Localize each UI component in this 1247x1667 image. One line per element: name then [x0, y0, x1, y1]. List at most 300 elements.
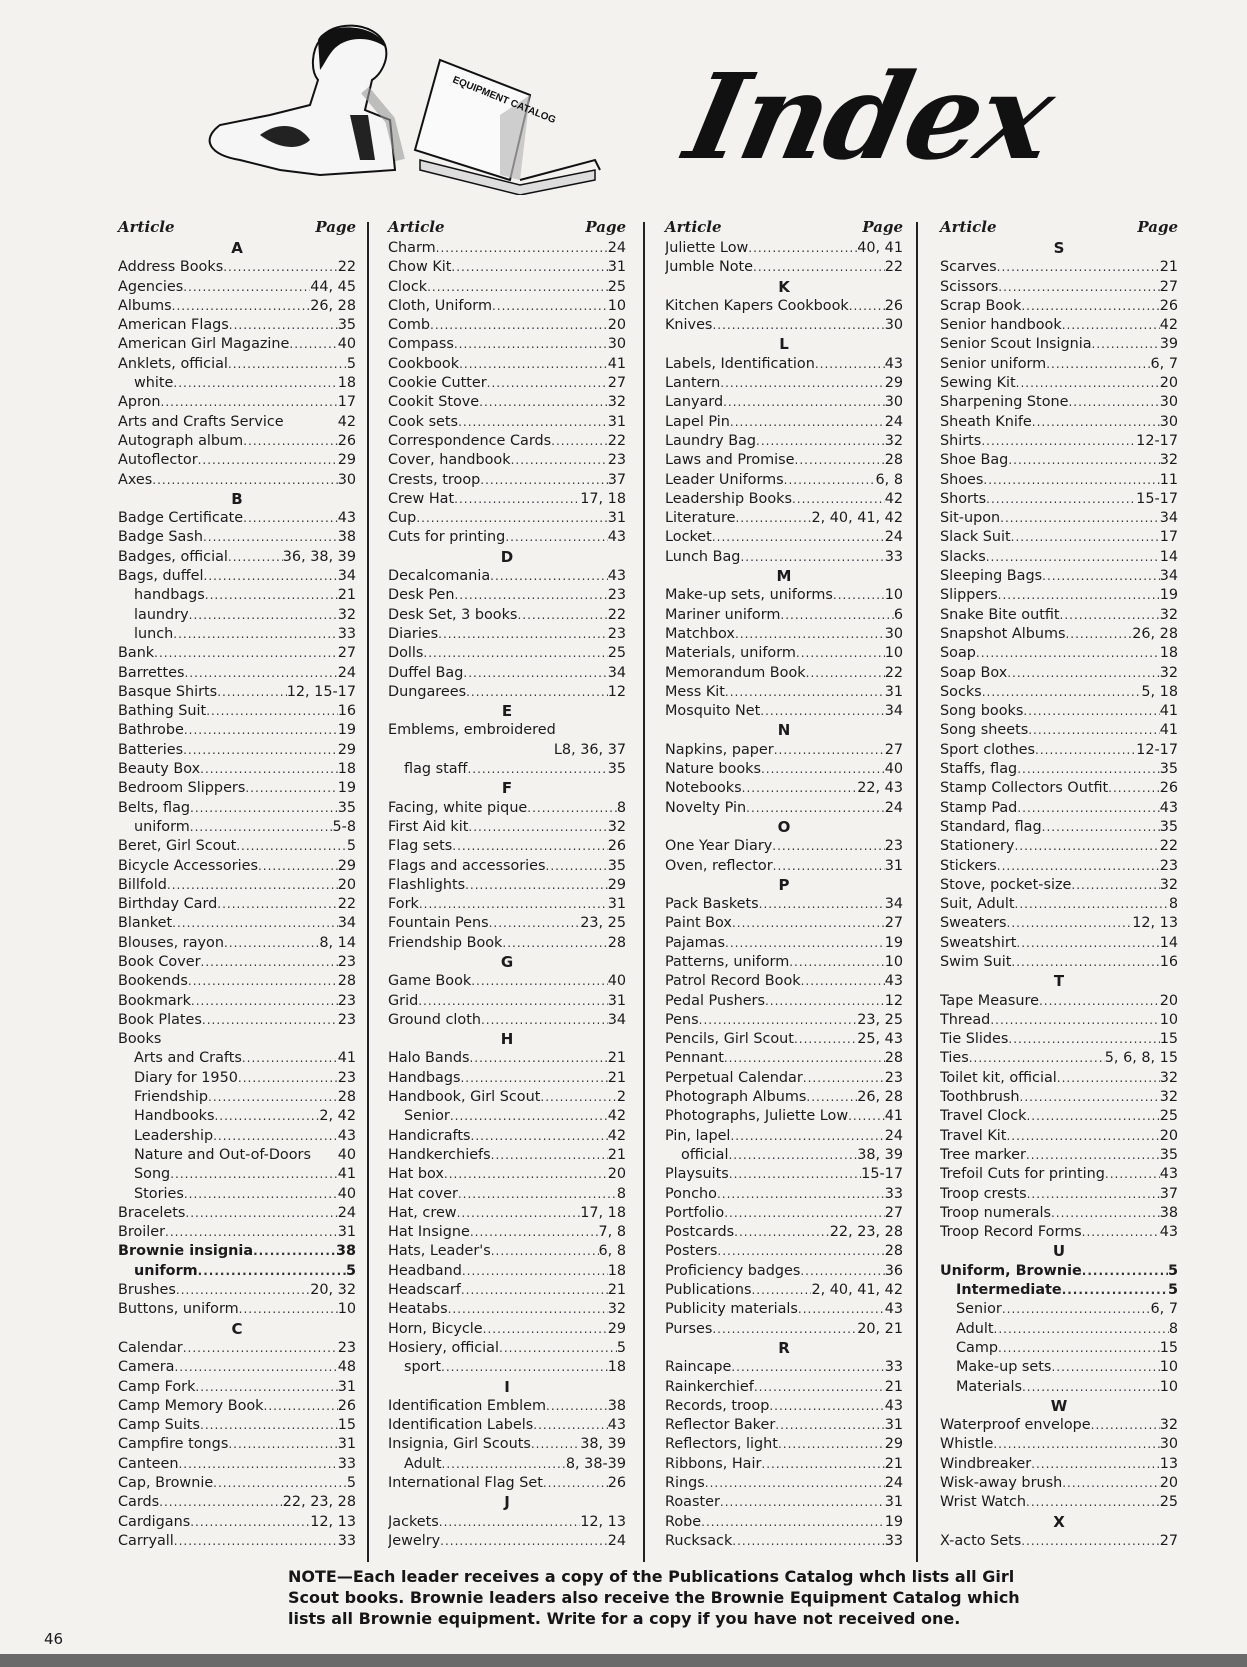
entry-article: sport [404, 1359, 441, 1376]
index-entry [118, 1223, 356, 1242]
entry-article: lunch [134, 625, 174, 642]
index-entry [118, 799, 356, 818]
entry-article: Labels, Identification [665, 355, 815, 372]
index-entry [118, 258, 356, 277]
index-entry [118, 953, 356, 972]
entry-page: 39 [1159, 336, 1178, 353]
entry-page: 20, 32 [310, 1282, 356, 1299]
entry-page: 30 [1159, 1436, 1178, 1453]
entry-page: 12-17 [1136, 741, 1178, 758]
entry-article: Kitchen Kapers Cookbook [665, 297, 849, 314]
dot-leader [448, 1300, 608, 1319]
index-entry [118, 1088, 356, 1107]
entry-page: 41 [337, 1166, 356, 1183]
entry-article: Batteries [118, 741, 184, 758]
entry-page: 17 [337, 394, 356, 411]
entry-article: Troop numerals [940, 1204, 1051, 1221]
entry-page: 35 [607, 761, 626, 778]
dot-leader [998, 586, 1160, 605]
entry-page: 15-17 [861, 1166, 903, 1183]
dot-leader [1016, 934, 1159, 953]
entry-article: white [134, 375, 174, 392]
index-entry [940, 1262, 1178, 1281]
entry-article: X-acto Sets [940, 1532, 1022, 1549]
dot-leader [1027, 1185, 1160, 1204]
index-entry [388, 528, 626, 547]
entry-article: Shirts [940, 432, 982, 449]
entry-article: Make-up sets, uniforms [665, 587, 833, 604]
index-entry [118, 1281, 356, 1300]
dot-leader [204, 567, 338, 586]
index-entry [118, 1030, 356, 1049]
entry-article: Sweaters [940, 915, 1007, 932]
index-entry [665, 1262, 903, 1281]
entry-article: Barrettes [118, 664, 185, 681]
entry-article: Camp Suits [118, 1417, 200, 1434]
entry-article: Charm [388, 240, 436, 256]
index-entry [665, 1165, 903, 1184]
entry-page: 31 [337, 1224, 356, 1241]
index-entry [940, 335, 1178, 354]
index-entry [118, 278, 356, 297]
entry-article: Duffel Bag [388, 664, 464, 681]
index-entry [665, 316, 903, 335]
entry-article: Bracelets [118, 1204, 186, 1221]
dot-leader [1035, 741, 1136, 760]
dot-leader [778, 1435, 885, 1454]
index-entry [388, 490, 626, 509]
entry-article: Paint Box [665, 915, 732, 932]
index-entry [940, 528, 1178, 547]
entry-page: 21 [607, 1282, 626, 1299]
index-entry [665, 258, 903, 277]
entry-page: 40 [337, 1185, 356, 1202]
dot-leader [705, 1474, 885, 1493]
entry-page: 26 [607, 838, 626, 855]
index-entry [940, 857, 1178, 876]
entry-article: Agencies [118, 278, 184, 295]
index-entry [118, 1127, 356, 1146]
entry-article: Pack Baskets [665, 896, 759, 913]
entry-article: Pens [665, 1011, 699, 1028]
dot-leader [452, 837, 607, 856]
entry-page: 29 [607, 876, 626, 893]
index-entry [665, 1011, 903, 1030]
entry-page: 34 [607, 664, 626, 681]
dot-leader [735, 509, 811, 528]
entry-page: 20 [1159, 992, 1178, 1009]
entry-page: 10 [1159, 1359, 1178, 1376]
entry-page: 15-17 [1136, 490, 1178, 507]
dot-leader [531, 1435, 580, 1454]
index-column-2 [388, 218, 626, 1551]
dot-leader [1091, 1416, 1160, 1435]
dot-leader [161, 393, 338, 412]
index-entry [388, 1300, 626, 1319]
entry-article: Song sheets [940, 722, 1029, 739]
entry-article: Heatabs [388, 1301, 448, 1318]
entry-article: Hats, Leader's [388, 1243, 491, 1260]
entry-page: 22 [337, 259, 356, 276]
dot-leader [459, 355, 608, 374]
index-entry [665, 1493, 903, 1512]
dot-leader [195, 1378, 337, 1397]
dot-leader [1011, 953, 1159, 972]
entry-article: Song books [940, 703, 1024, 720]
entry-page: 42 [884, 490, 903, 507]
entry-article: Ribbons, Hair [665, 1455, 762, 1472]
dot-leader [490, 567, 608, 586]
dot-leader [201, 953, 338, 972]
dot-leader [806, 1088, 857, 1107]
index-entry [388, 972, 626, 991]
dot-leader [200, 760, 338, 779]
dot-leader [725, 934, 885, 953]
dot-leader [717, 1242, 884, 1261]
entry-article: Soap [940, 645, 976, 662]
entry-article: Purses [665, 1320, 713, 1337]
entry-page: 26 [337, 432, 356, 449]
index-entry [118, 1493, 356, 1512]
entry-article: Postcards [665, 1224, 735, 1241]
entry-page: 17 [1159, 529, 1178, 546]
index-entry [940, 606, 1178, 625]
dot-leader [717, 1185, 885, 1204]
dot-leader [264, 1397, 338, 1416]
entry-article: Camera [118, 1359, 175, 1376]
index-entry [388, 1107, 626, 1126]
entry-article: Perpetual Calendar [665, 1069, 803, 1086]
index-entry [665, 837, 903, 856]
dot-leader [198, 451, 338, 470]
entry-page: 5 [616, 1339, 626, 1356]
dot-leader [1016, 374, 1160, 393]
dot-leader [454, 490, 580, 509]
entry-article: Uniform, Brownie [940, 1262, 1082, 1279]
entry-page: 33 [337, 1532, 356, 1549]
dot-leader [228, 548, 283, 567]
dot-leader [982, 683, 1142, 702]
entry-page: 23 [337, 1339, 356, 1356]
dot-leader [471, 972, 607, 991]
index-entry [940, 1416, 1178, 1435]
index-entry [118, 914, 356, 933]
index-entry [118, 432, 356, 451]
entry-page: 5 [346, 838, 356, 855]
section-letter: C [231, 1319, 243, 1338]
index-entry [118, 1262, 356, 1281]
dot-leader [725, 683, 885, 702]
column-header [388, 218, 626, 239]
index-entry [118, 1416, 356, 1435]
dot-leader [1021, 1532, 1159, 1551]
entry-page: 43 [884, 1301, 903, 1318]
dot-leader [730, 413, 885, 432]
index-entry [388, 857, 626, 876]
entry-article: Brownie insignia [118, 1243, 254, 1260]
index-entry [388, 278, 626, 297]
index-entry [118, 413, 356, 432]
dot-leader [450, 1107, 608, 1126]
entry-page: 6, 8 [598, 1243, 626, 1260]
entry-page: 21 [884, 1378, 903, 1395]
dot-leader [491, 1146, 608, 1165]
index-entry [940, 837, 1178, 856]
dot-leader [289, 335, 337, 354]
dot-leader [760, 702, 884, 721]
entry-page: 30 [884, 625, 903, 642]
index-entry [665, 374, 903, 393]
dot-leader [986, 548, 1160, 567]
entry-page: 30 [337, 471, 356, 488]
index-entry [940, 1358, 1178, 1377]
dot-leader [491, 1242, 599, 1261]
entry-article: Belts, flag [118, 799, 191, 816]
index-entry [665, 451, 903, 470]
dot-leader [969, 1049, 1105, 1068]
entry-article: Compass [388, 336, 454, 353]
entry-page: 12 [884, 992, 903, 1009]
entry-article: Crew Hat [388, 490, 455, 507]
entry-article: Handbags [388, 1069, 461, 1086]
entry-page: 5 [346, 355, 356, 372]
entry-article: Stories [134, 1185, 184, 1202]
section-letter: R [778, 1338, 790, 1357]
dot-leader [442, 1455, 566, 1474]
entry-article: Facing, white pique [388, 799, 528, 816]
entry-page: 15 [1159, 1031, 1178, 1048]
entry-page: 43 [337, 510, 356, 527]
dot-leader [848, 1107, 885, 1126]
entry-page: 35 [1159, 761, 1178, 778]
dot-leader [213, 1127, 338, 1146]
entry-page: 13 [1159, 1455, 1178, 1472]
index-entry [388, 992, 626, 1011]
column-rule [643, 222, 645, 1562]
index-entry [388, 393, 626, 412]
entry-article: Jackets [388, 1513, 439, 1530]
index-entry [940, 702, 1178, 721]
index-entry [940, 1320, 1178, 1339]
entry-page: 17, 18 [580, 490, 626, 507]
index-column-1 [118, 218, 356, 1551]
entry-page: 31 [607, 896, 626, 913]
section-letter: J [504, 1493, 510, 1512]
entry-article: Albums [118, 297, 172, 314]
index-entry [940, 471, 1178, 490]
entry-page: 43 [337, 1127, 356, 1144]
entry-page: 17, 18 [580, 1204, 626, 1221]
entry-article: Slacks [940, 548, 986, 565]
dot-leader [253, 1242, 336, 1261]
index-entry [118, 721, 356, 740]
entry-page: 22, 43 [857, 780, 903, 797]
dot-leader [483, 1320, 608, 1339]
entry-article: Poncho [665, 1185, 717, 1202]
entry-page: 41 [1159, 722, 1178, 739]
dot-leader [190, 799, 338, 818]
entry-article: Crests, troop [388, 471, 481, 488]
index-entry [388, 1146, 626, 1165]
entry-article: Troop crests [940, 1185, 1027, 1202]
entry-page: 22, 23, 28 [282, 1494, 356, 1511]
index-entry [388, 1532, 626, 1551]
dot-leader [1071, 876, 1159, 895]
entry-article: Hat cover [388, 1185, 458, 1202]
index-entry [118, 1049, 356, 1068]
entry-page: 20 [607, 317, 626, 334]
index-entry [665, 471, 903, 490]
entry-page: 27 [337, 645, 356, 662]
dot-leader [1026, 1493, 1160, 1512]
index-entry [940, 1532, 1178, 1551]
entry-page: 5 [1167, 1262, 1178, 1279]
entry-article: Senior [404, 1108, 450, 1125]
index-entry [940, 548, 1178, 567]
index-entry [665, 528, 903, 547]
section-letter: A [231, 239, 243, 257]
index-entry [118, 1397, 356, 1416]
entry-page: 10 [337, 1301, 356, 1318]
dot-leader [178, 1455, 337, 1474]
index-entry [118, 316, 356, 335]
entry-page: 19 [884, 934, 903, 951]
index-entry [940, 1474, 1178, 1493]
entry-page: 24 [884, 1475, 903, 1491]
index-entry [665, 1185, 903, 1204]
entry-page: 24 [607, 240, 626, 256]
dot-leader [533, 1416, 607, 1435]
dot-leader [174, 1358, 337, 1377]
entry-page: 26, 28 [857, 1089, 903, 1106]
index-entry [665, 1127, 903, 1146]
dot-leader [1022, 1378, 1160, 1397]
entry-article: Sewing Kit [940, 375, 1016, 392]
section-letter: S [1053, 239, 1065, 257]
entry-article: Napkins, paper [665, 741, 774, 758]
section-letter: O [777, 817, 791, 836]
entry-page: 11 [1159, 471, 1178, 488]
entry-page: 28 [337, 973, 356, 990]
index-entry [940, 374, 1178, 393]
dot-leader [217, 895, 337, 914]
entry-article: Portfolio [665, 1204, 725, 1221]
entry-article: Leader Uniforms [665, 471, 784, 488]
entry-page: 19 [337, 722, 356, 739]
entry-page: 10 [884, 953, 903, 970]
index-entry [388, 297, 626, 316]
entry-article: Basque Shirts [118, 683, 218, 700]
entry-article: Mosquito Net [665, 703, 761, 720]
dot-leader [1042, 818, 1160, 837]
entry-page: 34 [337, 568, 356, 585]
index-entry [940, 316, 1178, 335]
dot-leader [438, 625, 608, 644]
dot-leader [994, 1320, 1169, 1339]
index-entry [118, 1435, 356, 1454]
index-entry [665, 432, 903, 451]
dot-leader [190, 1513, 310, 1532]
index-entry [118, 1011, 356, 1030]
entry-article: Badge Certificate [118, 510, 244, 527]
entry-page: 32 [1159, 452, 1178, 469]
dot-leader [458, 1185, 617, 1204]
dot-leader [986, 490, 1136, 509]
index-entry [940, 1146, 1178, 1165]
entry-page: 8 [616, 1185, 626, 1202]
entry-page: 43 [607, 568, 626, 585]
index-entry [118, 1242, 356, 1261]
index-entry [940, 992, 1178, 1011]
entry-page: 43 [884, 973, 903, 990]
entry-article: Patterns, uniform [665, 953, 790, 970]
entry-article: Posters [665, 1243, 718, 1260]
entry-page: 32 [884, 432, 903, 449]
entry-article: Beauty Box [118, 761, 201, 778]
entry-article: Leadership [134, 1127, 214, 1144]
entry-page: 33 [337, 1455, 356, 1472]
dot-leader [795, 451, 885, 470]
entry-article: Insignia, Girl Scouts [388, 1436, 531, 1453]
entry-page: 30 [884, 317, 903, 334]
entry-page: 33 [884, 1185, 903, 1202]
dot-leader [441, 1358, 608, 1377]
entry-article: Playsuits [665, 1166, 729, 1183]
entry-page: 40 [884, 761, 903, 778]
section-letter: U [1052, 1242, 1066, 1261]
entry-article: Shorts [940, 490, 987, 507]
entry-page: 21 [337, 587, 356, 604]
section-letter: M [776, 567, 792, 586]
entry-page: 28 [884, 1050, 903, 1067]
index-entry [118, 1474, 356, 1493]
entry-article: Sharpening Stone [940, 394, 1069, 411]
dot-leader [759, 895, 885, 914]
index-entry [940, 934, 1178, 953]
index-entry [665, 490, 903, 509]
entry-article: Scissors [940, 278, 999, 295]
entry-article: Flags and accessories [388, 857, 546, 874]
entry-article: Staffs, flag [940, 761, 1018, 778]
entry-page: 40 [607, 973, 626, 990]
entry-article: Friendship [134, 1089, 209, 1106]
entry-page: 8 [616, 799, 626, 816]
entry-page: 43 [1159, 799, 1178, 816]
index-entry [665, 509, 903, 528]
index-entry [388, 895, 626, 914]
dot-leader [1023, 702, 1159, 721]
dot-leader [183, 278, 310, 297]
dot-leader [461, 1281, 608, 1300]
entry-article: Bathing Suit [118, 703, 207, 720]
entry-page: 29 [337, 452, 356, 469]
column-header [665, 218, 903, 239]
dot-leader [1092, 335, 1160, 354]
entry-article: uniform [134, 818, 190, 835]
entry-page: 31 [884, 683, 903, 700]
entry-article: Badge Sash [118, 529, 203, 546]
entry-page: 26, 28 [1132, 625, 1178, 642]
index-entry [118, 586, 356, 605]
entry-page: 36, 38, 39 [282, 548, 356, 565]
entry-page: 32 [607, 818, 626, 835]
index-entry [388, 471, 626, 490]
entry-page: 43 [1159, 1224, 1178, 1241]
index-column-4 [940, 218, 1178, 1551]
dot-leader [774, 741, 885, 760]
index-entry [118, 1146, 356, 1165]
dot-leader [751, 1281, 811, 1300]
